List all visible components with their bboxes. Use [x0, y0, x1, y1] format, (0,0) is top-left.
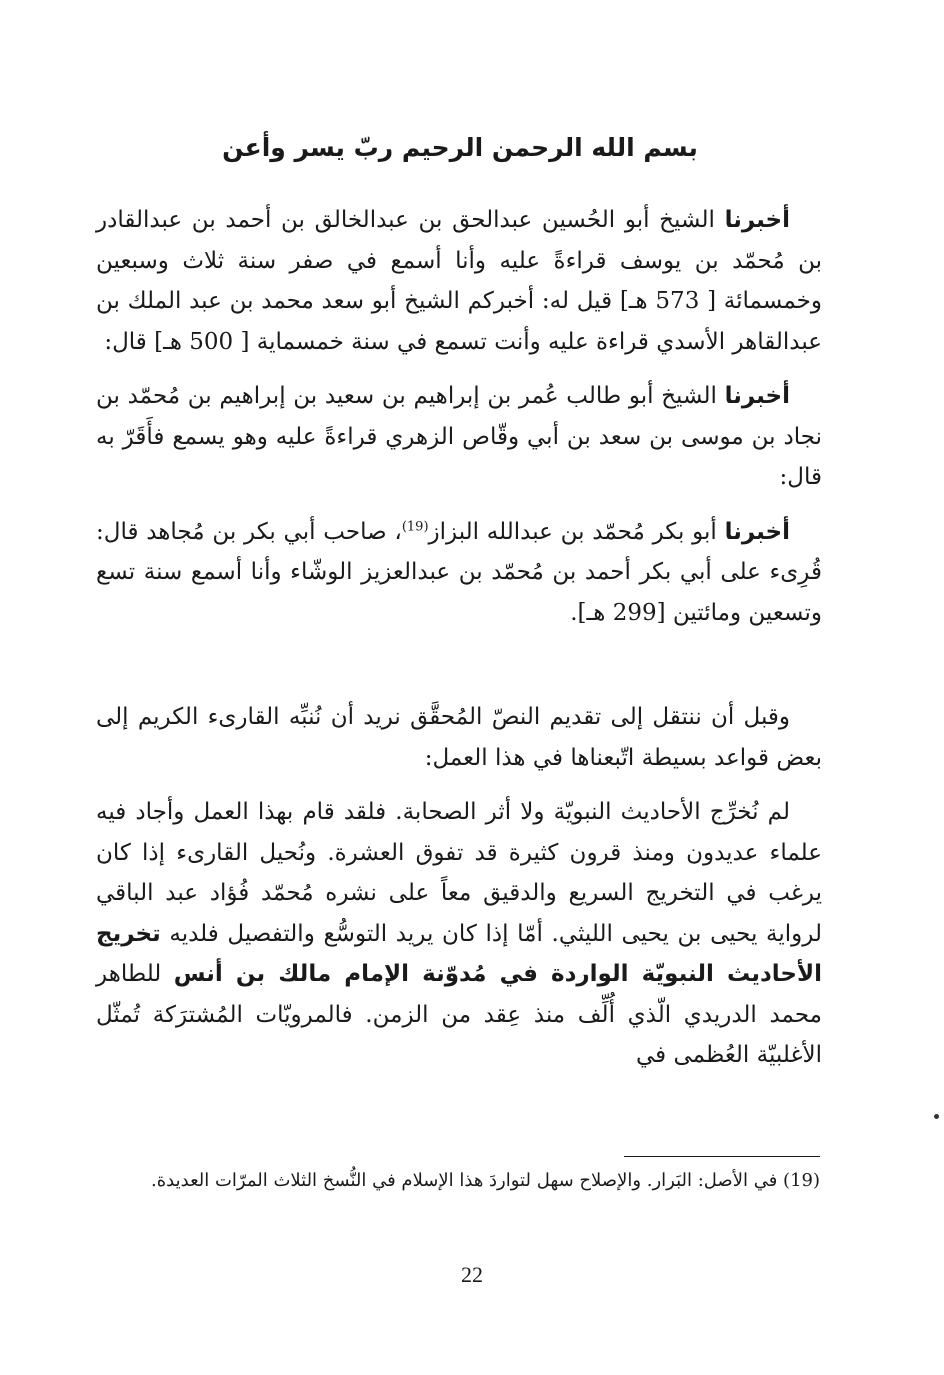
paragraph-gap — [96, 362, 822, 376]
paragraph-1 — [96, 200, 822, 362]
paragraph-4: وقبل أن ننتقل إلى تقديم النصّ المُحقَّق نريد أن نُنبِّه القارىء الكريم إلى بعض قواعد بسيطة اتّبعناها في هذا العمل: — [96, 704, 822, 771]
paragraph-gap — [96, 498, 822, 512]
paragraph-3 — [96, 512, 822, 634]
lead-word: أخبرنا — [724, 518, 791, 545]
page-number: 22 — [461, 1262, 483, 1287]
paragraph-text: للطاهر محمد الدريدي الّذي أُلِّف منذ عِقد من الزمن. فالمرويّات المُشترَكة تُمثّل الأغلبيّة العُظمى في — [96, 961, 822, 1068]
paragraph-text: الشيخ أبو الحُسين عبدالحق بن عبدالخالق بن أحمد بن عبدالقادر بن مُحمّد بن يوسف قراءةً عليه وأنا أسمع في صفر سنة ثلاث وسبعين وخمسمائة [ 573 هـ] قيل له: أخبركم الشيخ أبو سعد محمد بن عبد الملك بن عبدالقاهر الأسدي قراءة عليه وأنت تسمع في سنة خمسماية [ 500 هـ] قال: — [96, 207, 822, 355]
lead-word: أخبرنا — [724, 207, 790, 233]
paragraph-gap — [96, 778, 822, 792]
footnote-reference[interactable]: (19) — [401, 518, 429, 534]
paragraph-text: الشيخ أبو طالب عُمر بن إبراهيم بن سعيد بن إبراهيم بن مُحمّد بن نجاد بن موسى بن سعد بن أبي وقّاص الزهري قراءةً عليه وهو يسمع فأَقَرّ به قال: — [96, 383, 822, 490]
paragraph-text: ، صاحب أبي بكر بن مُجاهد قال: قُرِىء على أبي بكر أحمد بن مُحمّد بن عبدالعزيز الوشّاء وأنا أسمع سنة تسع وتسعين ومائتين [299 هـ]. — [96, 518, 822, 626]
paragraph-5 — [96, 792, 822, 1076]
margin-mark — [934, 1114, 939, 1119]
paragraph-text: أبو بكر مُحمّد بن عبدالله البزاز — [428, 518, 725, 545]
paragraph-2 — [96, 376, 822, 498]
bold-book-title: تخريج الأحاديث النبويّة الواردة في مُدوّنة الإمام مالك بن أنس — [96, 920, 822, 987]
paragraph-text: لم نُخرِّج الأحاديث النبويّة ولا أثر الصحابة. فلقد قام بهذا العمل وأجاد فيه علماء عديدون ومنذ قرون كثيرة قد تفوق العشرة. ونُحيل القارىء إذا كان يرغب في التخريج السريع والدقيق معاً على نشره مُحمّد فُؤاد عبد الباقي لرواية يحيى بن يحيى الليثي. أمّا إذا كان يريد التوسُّع والتفصيل فلديه — [96, 799, 822, 947]
section-gap — [96, 633, 822, 697]
footnote-19: (19) في الأصل: البَرار. والإصلاح سهل لتواردَ هذا الإسلام في النُّسخ الثلاث المرّات العديدة. — [151, 1170, 820, 1191]
lead-word: أخبرنا — [724, 383, 790, 409]
page-header-basmala: بسم الله الرحمن الرحيم ربّ يسر وأعن — [222, 133, 698, 162]
main-text — [96, 200, 822, 1076]
footnote-separator — [624, 1156, 820, 1157]
